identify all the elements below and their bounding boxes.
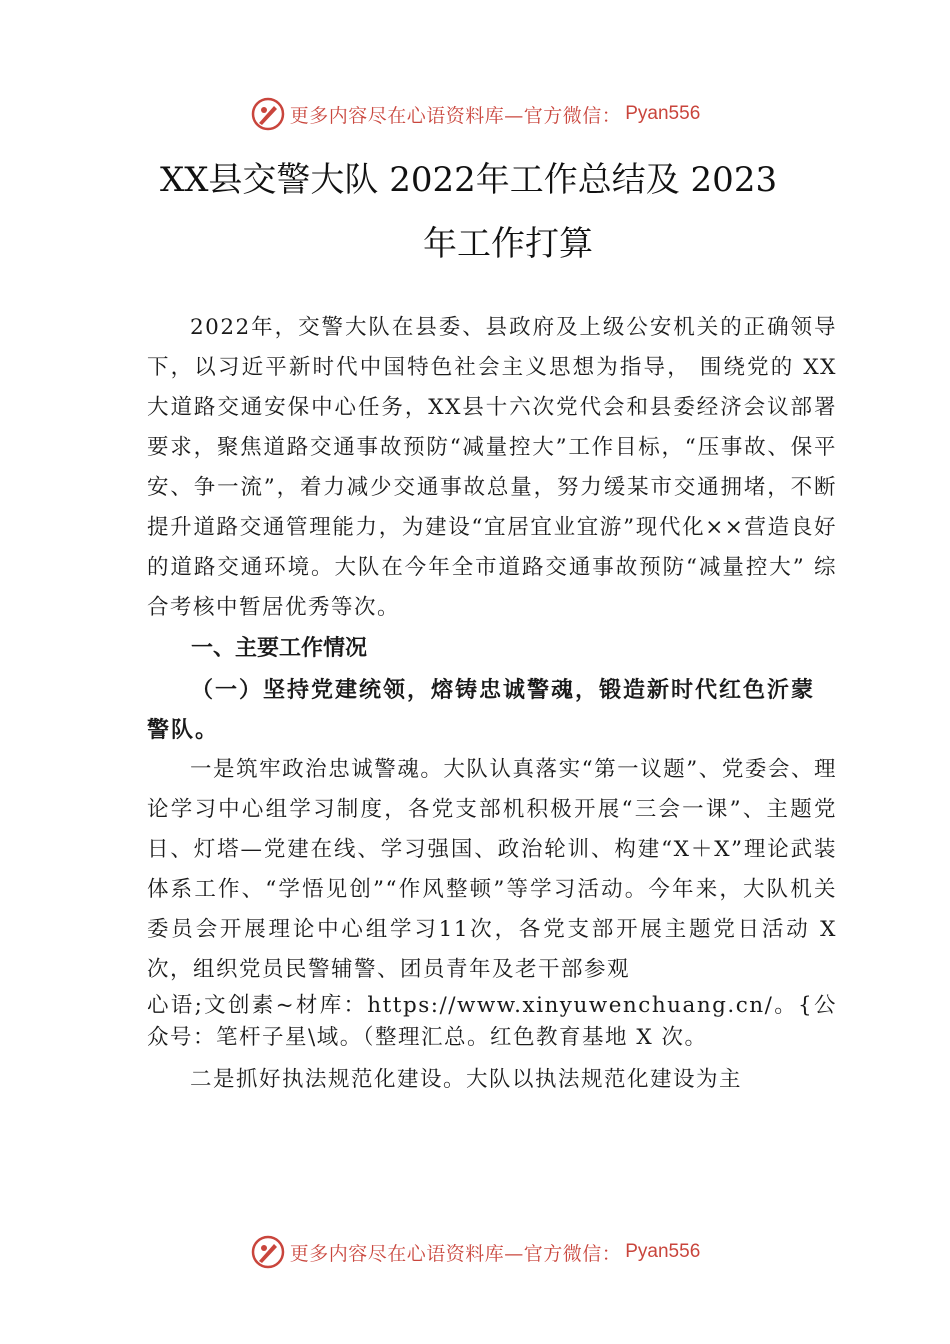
banner-text: 更多内容尽在心语资料库—官方微信： — [289, 1242, 622, 1265]
document-title-line1: XX县交警大队 2022年工作总结及 2023 — [160, 160, 778, 200]
banner-wechat-id: Pyan556 — [625, 1241, 701, 1262]
banner-text: 更多内容尽在心语资料库—官方微信： — [289, 104, 622, 127]
document-body — [147, 308, 837, 1100]
section-heading: 一、主要工作情况 — [191, 636, 368, 661]
paragraph-law-enforcement: 二是抓好执法规范化建设。大队以执法规范化建设为主 — [190, 1067, 743, 1092]
watermark-banner-top — [0, 94, 950, 134]
pen-logo-icon — [250, 96, 286, 132]
paragraph-political-loyalty: 一是筑牢政治忠诚警魂。大队认真落实“第一议题”、党委会、理论学习中心组学习制度，各党支部机积极开展“三会一课”、主题党日、灯塔—党建在线、学习强国、政治轮训、构建“X＋X”理论武装体系工作、“学悟见创”“作风整顿”等学习活动。今年来，大队机关委员会开展理论中心组学习11次，各党支部开展主题党日活动 X次，组织党员民警辅警、团员青年及老干部参观 — [147, 757, 837, 982]
document-title-line2: 年工作打算 — [423, 224, 593, 264]
subsection-heading: （一）坚持党建统领，熔铸忠诚警魂，锻造新时代红色沂蒙警队。 — [147, 677, 816, 743]
watermark-banner-bottom — [0, 1232, 950, 1272]
intro-paragraph: 2022年，交警大队在县委、县政府及上级公安机关的正确领导下，以习近平新时代中国特色社会主义思想为指导， 围绕党的 XX大道路交通安保中心任务，XX县十六次党代会和县委经济会议部署要求，聚焦道路交通事故预防“减量控大”工作目标，“压事故、保平安、争一流”，着力减少交通事故总量，努力缓某市交通拥堵，不断提升道路交通管理能力，为建设“宜居宜业宜游”现代化××营造良好的道路交通环境。大队在今年全市道路交通事故预防“减量控大” 综合考核中暂居优秀等次。 — [147, 315, 837, 620]
banner-wechat-id: Pyan556 — [625, 103, 701, 124]
pen-logo-icon — [250, 1234, 286, 1270]
paragraph-watermark-tail: 心语;文创素~材库：https://www.xinyuwenchuang.cn/。{公众号：笔杆子星\域。（整理汇总。红色教育基地 X 次。 — [147, 993, 837, 1050]
